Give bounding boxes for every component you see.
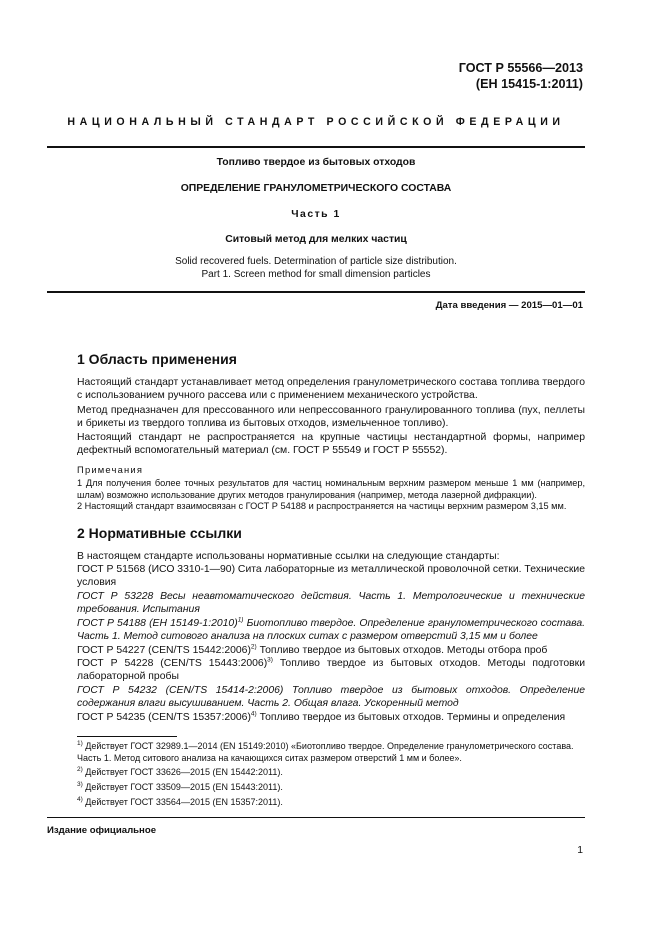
reference-54228-code: ГОСТ Р 54228 (CEN/TS 15443:2006) (77, 658, 268, 669)
footnote-3 (77, 782, 585, 794)
reference-53228: ГОСТ Р 53228 Весы неавтоматического действия. Часть 1. Метрологические и технические требования. Испытания (77, 591, 585, 615)
page-number: 1 (577, 845, 583, 856)
section1-p3-text: Настоящий стандарт не распространяется на крупные частицы нестандартной формы, например дефектный вспомогательный материал (см. ГОСТ Р 55549 и ГОСТ Р 55552). (77, 432, 585, 456)
reference-54188 (77, 618, 585, 643)
footnote-rule (77, 736, 177, 737)
footer-rule (47, 817, 585, 818)
reference-54227-title: Топливо твердое из бытовых отходов. Методы отбора проб (256, 645, 548, 656)
section1-p2-text: Метод предназначен для прессованного или непрессованного гранулированного топлива (пух, пеллеты и брикеты из твердого топлива из бытовых отходов, измельченное топливо). (77, 405, 585, 429)
footnote-3-marker: 3) (77, 781, 83, 788)
footnote-ref-1[interactable]: 1) (237, 616, 244, 624)
national-standard-banner: НАЦИОНАЛЬНЫЙ СТАНДАРТ РОССИЙСКОЙ ФЕДЕРАЦИИ (67, 116, 565, 128)
official-edition-label: Издание официальное (47, 825, 157, 836)
title-english (47, 256, 585, 281)
title-part: Часть 1 (291, 209, 341, 220)
reference-54227-code: ГОСТ Р 54227 (CEN/TS 15442:2006) (77, 645, 251, 656)
reference-54227 (77, 645, 585, 658)
section2-heading: 2 Нормативные ссылки (77, 525, 242, 541)
title-subtitle: Ситовый метод для мелких частиц (225, 234, 407, 245)
section1-paragraph2 (77, 405, 585, 430)
reference-54232: ГОСТ Р 54232 (CEN/TS 15414-2:2006) Топливо твердое из бытовых отходов. Определение содержания влаги высушиванием. Часть 2. Общая влага. Ускоренный метод (77, 685, 585, 709)
footnote-4-marker: 4) (77, 796, 83, 803)
section1-paragraph1 (77, 377, 585, 402)
title-english-line1: Solid recovered fuels. Determination of particle size distribution. (175, 256, 457, 267)
reference-54235-code: ГОСТ Р 54235 (CEN/TS 15357:2006) (77, 712, 251, 723)
reference-51568: ГОСТ Р 51568 (ИСО 3310-1—90) Сита лабораторные из металлической проволочной сетки. Технические условия (77, 564, 585, 588)
standard-code-line1: ГОСТ Р 55566—2013 (458, 61, 583, 75)
footnote-4-text: Действует ГОСТ 33564—2015 (EN 15357:2011). (82, 797, 283, 807)
note-2: 2 Настоящий стандарт взаимосвязан с ГОСТ Р 54188 и распространяется на частицы верхним размером 3,15 мм. (77, 501, 567, 511)
section1-heading: 1 Область применения (77, 351, 237, 367)
reference-54228 (77, 658, 585, 683)
title-line2: ОПРЕДЕЛЕНИЕ ГРАНУЛОМЕТРИЧЕСКОГО СОСТАВА (180, 183, 452, 194)
footnote-1-text: Действует ГОСТ 32989.1—2014 (EN 15149:2010) «Биотопливо твердое. Определение гранулометрического состава. Часть 1. Метод ситового анализа на качающихся ситах размером отверстий 1 мм и более». (77, 741, 574, 763)
section1-paragraph3 (77, 432, 585, 457)
footnote-4 (77, 797, 585, 809)
reference-54188-title: Биотопливо твердое. Определение гранулометрического состава. Часть 1. Метод ситового анализа на плоских ситах с размером отверстий 3,15 мм и более (77, 618, 585, 642)
footnote-ref-4[interactable]: 4) (250, 710, 257, 718)
title-line1: Топливо твердое из бытовых отходов (216, 157, 416, 168)
footnote-1 (77, 741, 585, 764)
reference-54228-title: Топливо твердое из бытовых отходов. Методы подготовки лабораторной пробы (77, 658, 585, 682)
title-english-line2: Part 1. Screen method for small dimension particles (201, 268, 431, 280)
footnote-2-text: Действует ГОСТ 33626—2015 (EN 15442:2011). (82, 767, 283, 777)
standard-code-line2: (ЕН 15415-1:2011) (475, 77, 583, 91)
standard-code (459, 60, 583, 92)
notes-heading: Примечания (77, 464, 144, 475)
footnote-1-marker: 1) (77, 740, 83, 747)
note-1: 1 Для получения более точных результатов для частиц номинальным верхним размером меньше 1 мм (например, шлам) возможно использование других методов гранулирования (например, метода лазерной дифракции). (77, 478, 585, 500)
title-rule (47, 291, 585, 293)
references-intro: В настоящем стандарте использованы нормативные ссылки на следующие стандарты: (77, 551, 500, 562)
reference-54235 (77, 712, 585, 725)
footnote-ref-2[interactable]: 2) (250, 643, 257, 651)
footnote-3-text: Действует ГОСТ 33509—2015 (EN 15443:2011). (82, 782, 283, 792)
reference-54235-title: Топливо твердое из бытовых отходов. Термины и определения (256, 712, 566, 723)
effective-date: Дата введения — 2015—01—01 (435, 300, 583, 311)
reference-54188-code: ГОСТ Р 54188 (ЕН 15149-1:2010) (77, 618, 238, 629)
footnote-2 (77, 767, 585, 779)
section1-p1-text: Настоящий стандарт устанавливает метод определения гранулометрического состава топлива твердого с использованием ручного рассева или с применением механического устройства. (77, 377, 585, 401)
footnote-ref-3[interactable]: 3) (267, 656, 273, 664)
footnote-2-marker: 2) (77, 766, 83, 773)
top-rule (47, 146, 585, 148)
